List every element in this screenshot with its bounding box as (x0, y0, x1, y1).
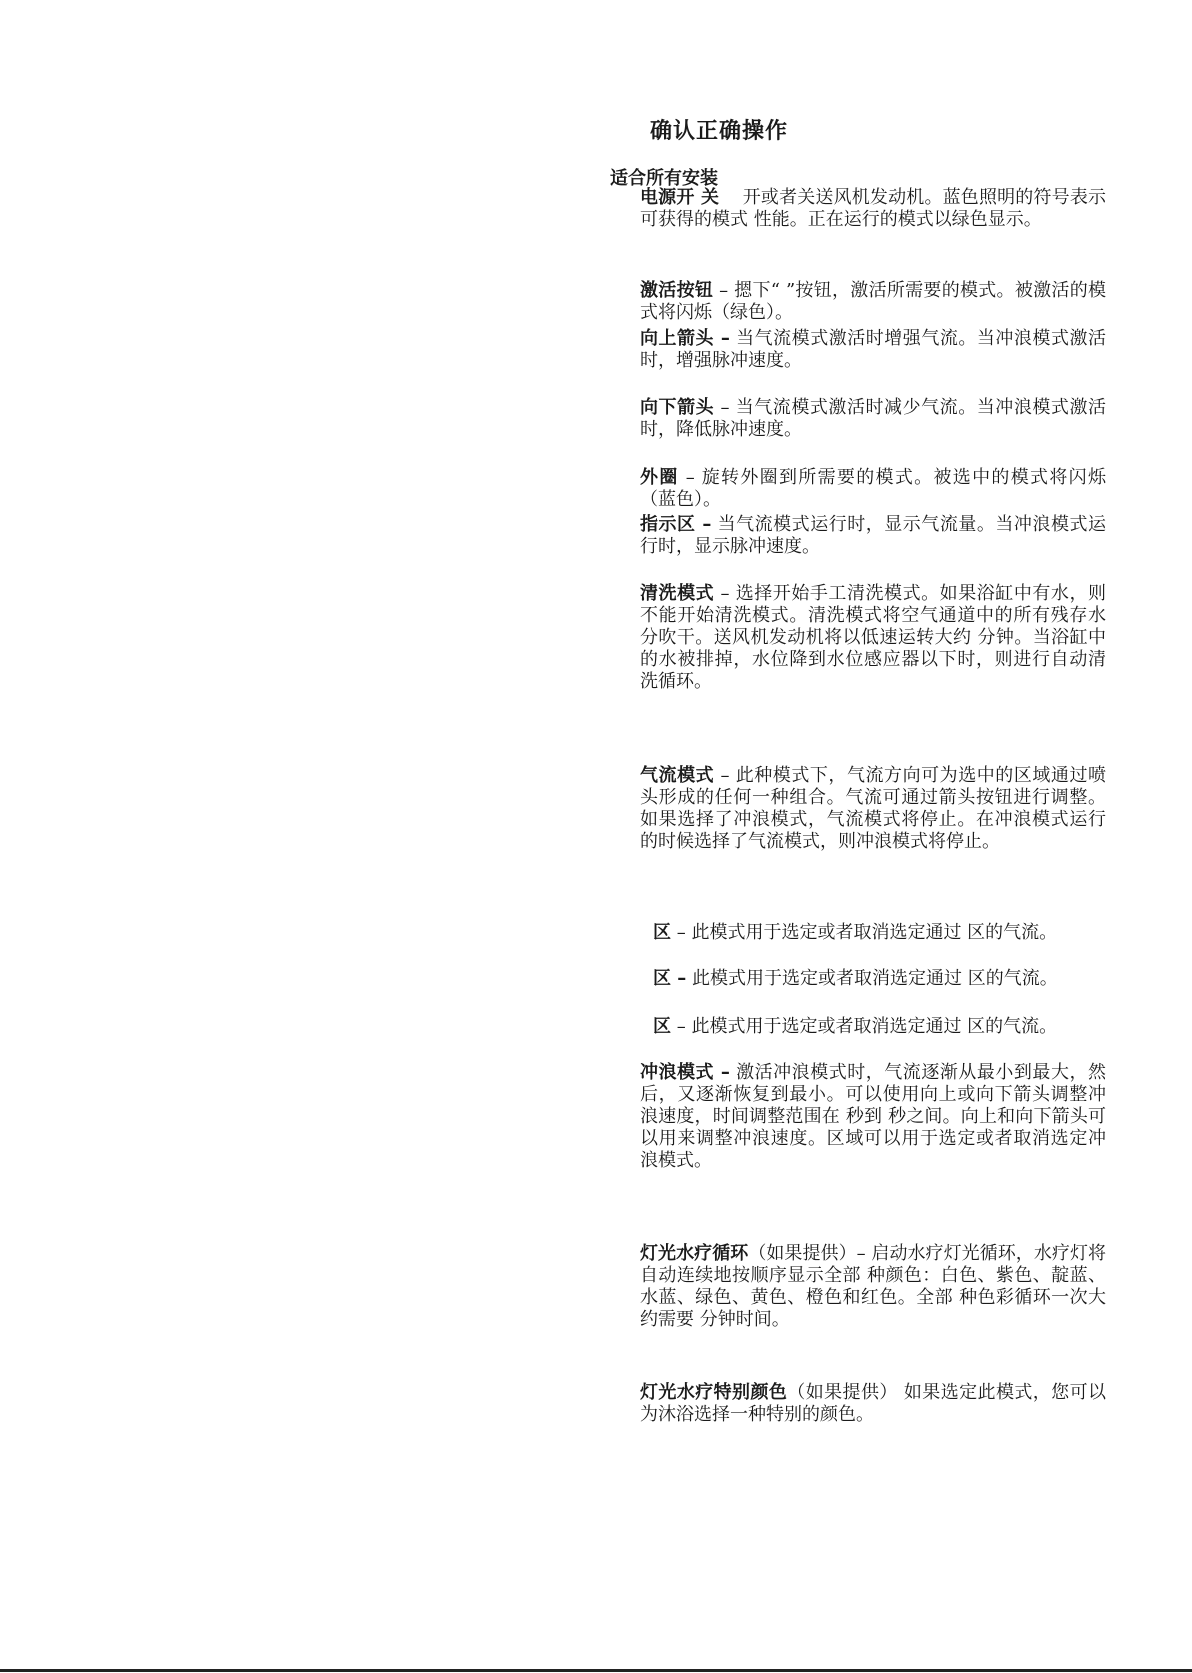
item-term: 向下箭头 (640, 397, 715, 418)
item-body: 开或者关送风机发动机。蓝色照明的符号表示可获得的模式 性能。正在运行的模式以绿色显示。 (640, 187, 1106, 230)
item-term: 灯光水疗循环 (640, 1243, 749, 1264)
item-outer-ring (640, 467, 1106, 511)
section-label: 适合所有安装 (610, 168, 718, 189)
item-zone-1 (653, 922, 1106, 944)
item-term: 气流模式 (640, 765, 715, 786)
item-term: 区 (653, 1016, 671, 1037)
item-down-arrow (640, 397, 1106, 441)
item-airflow-mode (640, 765, 1106, 853)
item-body: – 选择开始手工清洗模式。如果浴缸中有水，则不能开始清洗模式。清洗模式将空气通道中的所有残存水分吹干。送风机发动机将以低速运转大约 分钟。当浴缸中的水被排掉，水位降到水位感应器以下时，则进行自动清洗循环。 (640, 583, 1106, 692)
item-zone-3 (653, 1016, 1106, 1038)
item-body: 激活冲浪模式时，气流逐渐从最小到最大，然后，又逐渐恢复到最小。可以使用向上或向下箭头调整冲浪速度，时间调整范围在 秒到 秒之间。向上和向下箭头可以用来调整冲浪速度。区域可以用于选定或者取消选定冲浪模式。 (640, 1062, 1106, 1171)
item-activate-button (640, 280, 1106, 324)
item-body: – 此模式用于选定或者取消选定通过 区的气流。 (676, 1016, 1058, 1037)
item-term: 区 (653, 922, 671, 943)
item-term: 灯光水疗特别颜色 (640, 1382, 788, 1403)
item-indicator-zone (640, 514, 1106, 558)
item-term: 电源开 关 (640, 187, 720, 208)
item-body: – 当气流模式激活时减少气流。当冲浪模式激活时，降低脉冲速度。 (640, 397, 1106, 440)
item-term: 清洗模式 (640, 583, 715, 604)
item-body: （如果提供） 如果选定此模式，您可以为沐浴选择一种特别的颜色。 (640, 1382, 1106, 1425)
item-body: 此模式用于选定或者取消选定通过 区的气流。 (692, 968, 1058, 989)
item-power-switch (640, 187, 1106, 231)
item-body: 当气流模式运行时，显示气流量。当冲浪模式运行时，显示脉冲速度。 (640, 514, 1106, 557)
item-term: 向上箭头 – (640, 328, 730, 349)
page-title: 确认正确操作 (650, 119, 789, 144)
item-term: 指示区 – (640, 514, 712, 535)
bottom-rule (0, 1669, 1192, 1672)
item-body: 当气流模式激活时增强气流。当冲浪模式激活时，增强脉冲速度。 (640, 328, 1106, 371)
item-term: 外圈 (640, 467, 679, 488)
item-clean-mode (640, 583, 1106, 693)
item-term: 激活按钮 (640, 280, 714, 301)
item-light-cycle (640, 1243, 1106, 1331)
item-term: 区 – (653, 968, 687, 989)
item-light-special-color (640, 1382, 1106, 1426)
item-body: （如果提供）– 启动水疗灯光循环，水疗灯将自动连续地按顺序显示全部 种颜色：白色、紫色、靛蓝、水蓝、绿色、黄色、橙色和红色。全部 种色彩循环一次大约需要 分钟时间。 (640, 1243, 1106, 1330)
item-term: 冲浪模式 – (640, 1062, 730, 1083)
item-body: – 此模式用于选定或者取消选定通过 区的气流。 (676, 922, 1058, 943)
item-body: – 摁下“ ”按钮，激活所需要的模式。被激活的模式将闪烁（绿色）。 (640, 280, 1106, 323)
item-body: – 旋转外圈到所需要的模式。被选中的模式将闪烁（蓝色）。 (640, 467, 1106, 510)
item-up-arrow (640, 328, 1106, 372)
item-surf-mode (640, 1062, 1106, 1172)
item-zone-2 (653, 968, 1106, 990)
item-body: – 此种模式下，气流方向可为选中的区域通过喷头形成的任何一种组合。气流可通过箭头按钮进行调整。如果选择了冲浪模式，气流模式将停止。在冲浪模式运行的时候选择了气流模式，则冲浪模式将停止。 (640, 765, 1106, 852)
